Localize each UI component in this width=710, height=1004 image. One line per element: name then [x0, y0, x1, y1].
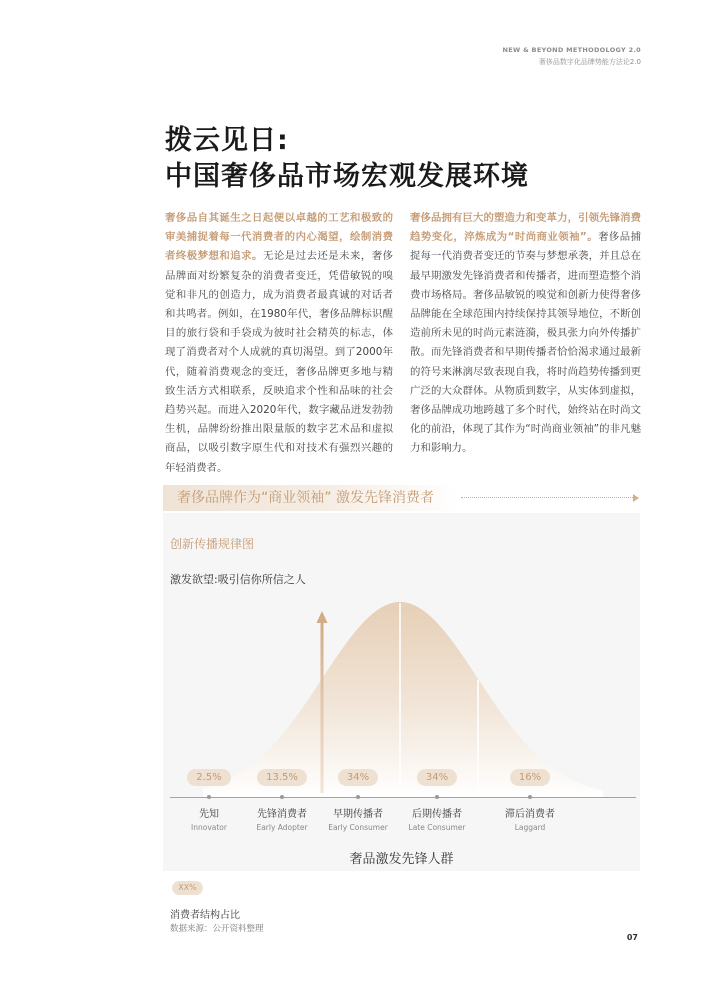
- diagram-title: 创新传播规律图: [170, 537, 255, 551]
- divider-arrow-icon: [633, 494, 639, 502]
- segment-label: 早期传播者: [333, 809, 383, 820]
- page-title-line1: 拨云见日:: [165, 125, 289, 156]
- section-banner: [163, 485, 458, 511]
- section-banner-title: 奢侈品牌作为“商业领袖” 激发先锋消费者: [177, 490, 434, 506]
- segment-english-label: Late Consumer: [408, 823, 466, 832]
- segment-label: 先知: [199, 809, 219, 820]
- segment-late-consumer: [387, 765, 487, 837]
- percent-pill: 16%: [510, 769, 550, 786]
- percent-pill: 34%: [417, 769, 457, 786]
- page-title-line2: 中国奢侈品市场宏观发展环境: [165, 161, 529, 192]
- percent-pill: 2.5%: [187, 769, 230, 786]
- column-lead: 奢侈品自其诞生之日起便以卓越的工艺和极致的审美捕捉着每一代消费者的内心渴望，绘制消费者终极梦想和追求。: [165, 212, 393, 263]
- dotted-divider: [461, 497, 633, 498]
- segment-english-label: Early Consumer: [328, 823, 388, 832]
- column-body: 奢侈品捕捉每一代消费者变迁的节奏与梦想承袭，并且总在最早期激发先锋消费者和传播者，进而塑造整个消费市场格局。奢侈品敏锐的嗅觉和创新力使得奢侈品牌能在全球范围内持续保持其领导地位，不断创造前所未见的时尚元素涟漪，极具张力向外传播扩散。而先锋消费者和早期传播者恰恰渴求通过最新的符号来淋漓尽致表现自我，将时尚趋势传播到更广泛的大众群体。从物质到数字，从实体到虚拟，奢侈品牌成功地跨越了多个时代，始终站在时尚文化的前沿，体现了其作为“时尚商业领袖”的非凡魅力和影响力。: [410, 231, 641, 455]
- segment-english-label: Early Adopter: [256, 823, 308, 832]
- legend-sample-pill: XX%: [172, 881, 203, 895]
- segment-english-label: Innovator: [191, 823, 227, 832]
- body-column-left: [165, 209, 393, 478]
- data-source-note: 数据来源：公开资料整理: [170, 924, 264, 934]
- legend-label: 消费者结构占比: [170, 910, 240, 921]
- axis-tick: [528, 795, 532, 799]
- body-column-right: [410, 209, 641, 459]
- diagram-subtitle: 激发欲望:吸引信你所信之人: [170, 573, 306, 586]
- segment-label: 后期传播者: [412, 809, 462, 820]
- percent-pill: 13.5%: [257, 769, 307, 786]
- axis-tick: [207, 795, 211, 799]
- segment-english-label: Laggard: [514, 823, 546, 832]
- axis-tick: [280, 795, 284, 799]
- header-methodology-cn: 奢侈品数字化品牌势能方法论2.0: [538, 58, 641, 66]
- page-number: 07: [626, 933, 638, 942]
- segment-label: 滞后消费者: [505, 809, 555, 820]
- diagram-caption: 奢品激发先锋人群: [349, 852, 454, 867]
- column-lead: 奢侈品拥有巨大的塑造力和变革力，引领先锋消费趋势变化，淬炼成为“时尚商业领袖”。: [410, 212, 641, 244]
- growth-arrow-icon: [317, 611, 328, 623]
- segment-label: 先锋消费者: [257, 809, 307, 820]
- axis-tick: [435, 795, 439, 799]
- segment-laggard: [480, 765, 580, 837]
- column-body: 无论是过去还是未来，奢侈品牌面对纷繁复杂的消费者变迁，凭借敏锐的嗅觉和非凡的创造力，成为消费者最真诚的对话者和共鸣者。例如，在1980年代，奢侈品牌标识醒目的旅行袋和手袋成为彼时社会精英的标志，体现了消费者对个人成就的真切渴望。到了2000年代，随着消费观念的变迁，奢侈品牌更多地与精致生活方式相联系，反映追求个性和品味的社会趋势兴起。而进入2020年代，数字藏品迸发勃勃生机，品牌纷纷推出限量版的数字艺术品和虚拟商品，以吸引数字原生代和对技术有强烈兴趣的年轻消费者。: [165, 250, 394, 474]
- header-methodology-en: NEW & BEYOND METHODOLOGY 2.0: [502, 46, 641, 54]
- percent-pill: 34%: [338, 769, 378, 786]
- axis-tick: [356, 795, 360, 799]
